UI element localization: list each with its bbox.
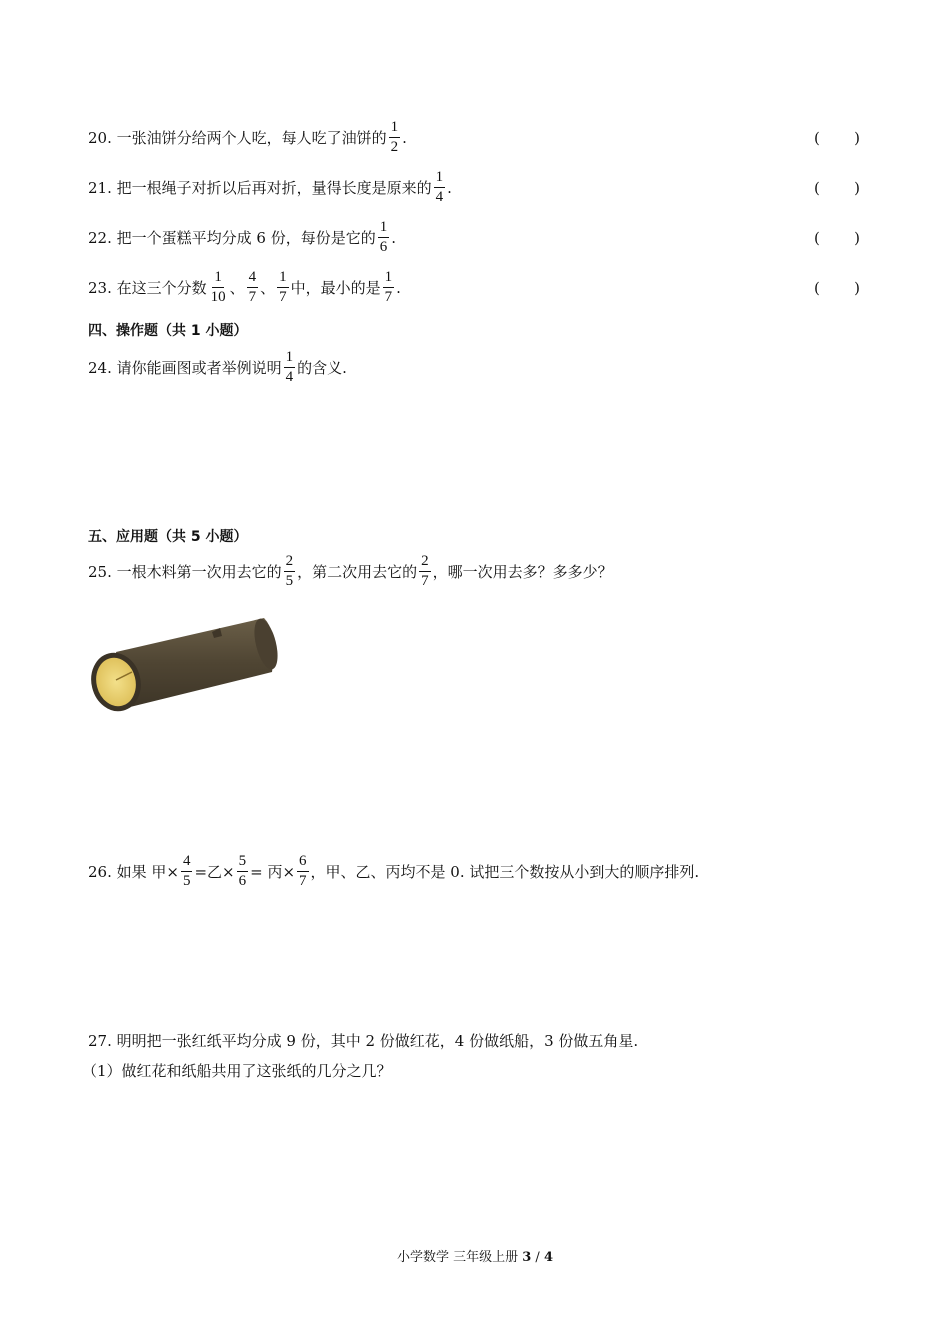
question-27: 27. 明明把一张红纸平均分成 9 份，其中 2 份做红花，4 份做纸船，3 份做五角星. xyxy=(88,1032,639,1050)
fraction-denominator: 6 xyxy=(238,873,247,889)
period: . xyxy=(391,228,396,247)
question-24 xyxy=(88,350,860,385)
fraction-denominator: 2 xyxy=(390,139,399,155)
fraction-denominator: 5 xyxy=(285,573,294,589)
page-separator: / xyxy=(531,1250,544,1265)
fraction-denominator: 5 xyxy=(182,873,191,889)
answer-blank[interactable] xyxy=(814,179,860,197)
fraction-denominator: 4 xyxy=(435,189,444,205)
question-26 xyxy=(88,854,860,889)
page-footer xyxy=(0,1246,950,1265)
fraction-denominator: 7 xyxy=(421,573,429,589)
fraction xyxy=(297,854,309,889)
fraction-numerator: 2 xyxy=(284,554,296,572)
question-26-text-b: =乙× xyxy=(194,863,235,881)
log-image xyxy=(86,612,280,718)
question-25 xyxy=(88,554,860,589)
page-number: 3 xyxy=(522,1250,532,1265)
question-20-text: 20. 一张油饼分给两个人吃，每人吃了油饼的 xyxy=(88,129,387,147)
paren-right: ) xyxy=(854,178,860,197)
question-24-text-end: 的含义. xyxy=(297,359,347,377)
fraction-numerator: 1 xyxy=(434,170,446,188)
paren-left: ( xyxy=(814,128,820,147)
fraction xyxy=(419,554,431,589)
fraction-numerator: 4 xyxy=(181,854,193,872)
fraction xyxy=(247,270,259,305)
period: . xyxy=(396,278,401,297)
fraction-denominator: 4 xyxy=(285,369,294,385)
fraction-numerator: 1 xyxy=(284,350,296,368)
section-heading-4: 四、操作题（共 1 小题） xyxy=(88,323,248,339)
fraction xyxy=(209,270,228,305)
fraction xyxy=(378,220,390,255)
paren-right: ) xyxy=(854,128,860,147)
question-23-text-mid: 中，最小的是 xyxy=(290,279,381,297)
question-22-text: 22. 把一个蛋糕平均分成 6 份，每份是它的 xyxy=(88,229,376,247)
fraction xyxy=(434,170,446,205)
fraction-numerator: 2 xyxy=(419,554,431,572)
answer-blank[interactable] xyxy=(814,229,860,247)
fraction xyxy=(383,270,395,305)
separator: 、 xyxy=(260,279,276,297)
fraction-denominator: 7 xyxy=(299,873,307,889)
separator: 、 xyxy=(229,279,245,297)
fraction xyxy=(277,270,289,305)
paren-left: ( xyxy=(814,178,820,197)
question-25-text-end: ，哪一次用去多？多多少？ xyxy=(432,563,613,581)
question-23-text: 23. 在这三个分数 xyxy=(88,279,207,297)
question-20 xyxy=(88,120,860,155)
footer-text: 小学数学 三年级上册 xyxy=(396,1250,523,1265)
question-21 xyxy=(88,170,860,205)
paren-right: ) xyxy=(854,228,860,247)
fraction-denominator: 7 xyxy=(279,289,287,305)
answer-blank[interactable] xyxy=(814,279,860,297)
answer-blank[interactable] xyxy=(814,129,860,147)
question-26-text-c: = 丙× xyxy=(250,863,296,881)
fraction-denominator: 7 xyxy=(248,289,257,305)
fraction xyxy=(389,120,401,155)
period: . xyxy=(447,178,452,197)
fraction xyxy=(284,554,296,589)
page-total: 4 xyxy=(543,1250,553,1265)
fraction-numerator: 5 xyxy=(237,854,249,872)
period: . xyxy=(402,128,407,147)
question-26-text: 26. 如果 甲× xyxy=(88,863,179,881)
fraction-numerator: 1 xyxy=(378,220,390,238)
section-heading-5: 五、应用题（共 5 小题） xyxy=(88,529,248,545)
question-27-sub-1: （1）做红花和纸船共用了这张纸的几分之几？ xyxy=(82,1062,392,1080)
question-21-text: 21. 把一根绳子对折以后再对折，量得长度是原来的 xyxy=(88,179,432,197)
fraction xyxy=(284,350,296,385)
fraction-numerator: 1 xyxy=(277,270,289,288)
fraction-numerator: 1 xyxy=(383,270,395,288)
fraction-numerator: 1 xyxy=(389,120,401,138)
fraction xyxy=(237,854,249,889)
fraction-numerator: 6 xyxy=(297,854,309,872)
question-25-text-mid: ，第二次用去它的 xyxy=(297,563,418,581)
fraction xyxy=(181,854,193,889)
question-24-text: 24. 请你能画图或者举例说明 xyxy=(88,359,282,377)
fraction-numerator: 4 xyxy=(247,270,259,288)
paren-left: ( xyxy=(814,228,820,247)
fraction-numerator: 1 xyxy=(212,270,224,288)
paren-right: ) xyxy=(854,278,860,297)
log-bark xyxy=(116,618,274,708)
fraction-denominator: 7 xyxy=(384,289,393,305)
question-22 xyxy=(88,220,860,255)
question-26-text-end: ，甲、乙、丙均不是 0. 试把三个数按从小到大的顺序排列. xyxy=(310,863,700,881)
fraction-denominator: 10 xyxy=(210,289,226,305)
question-25-text: 25. 一根木料第一次用去它的 xyxy=(88,563,282,581)
question-23 xyxy=(88,270,860,305)
paren-left: ( xyxy=(814,278,820,297)
fraction-denominator: 6 xyxy=(379,239,388,255)
